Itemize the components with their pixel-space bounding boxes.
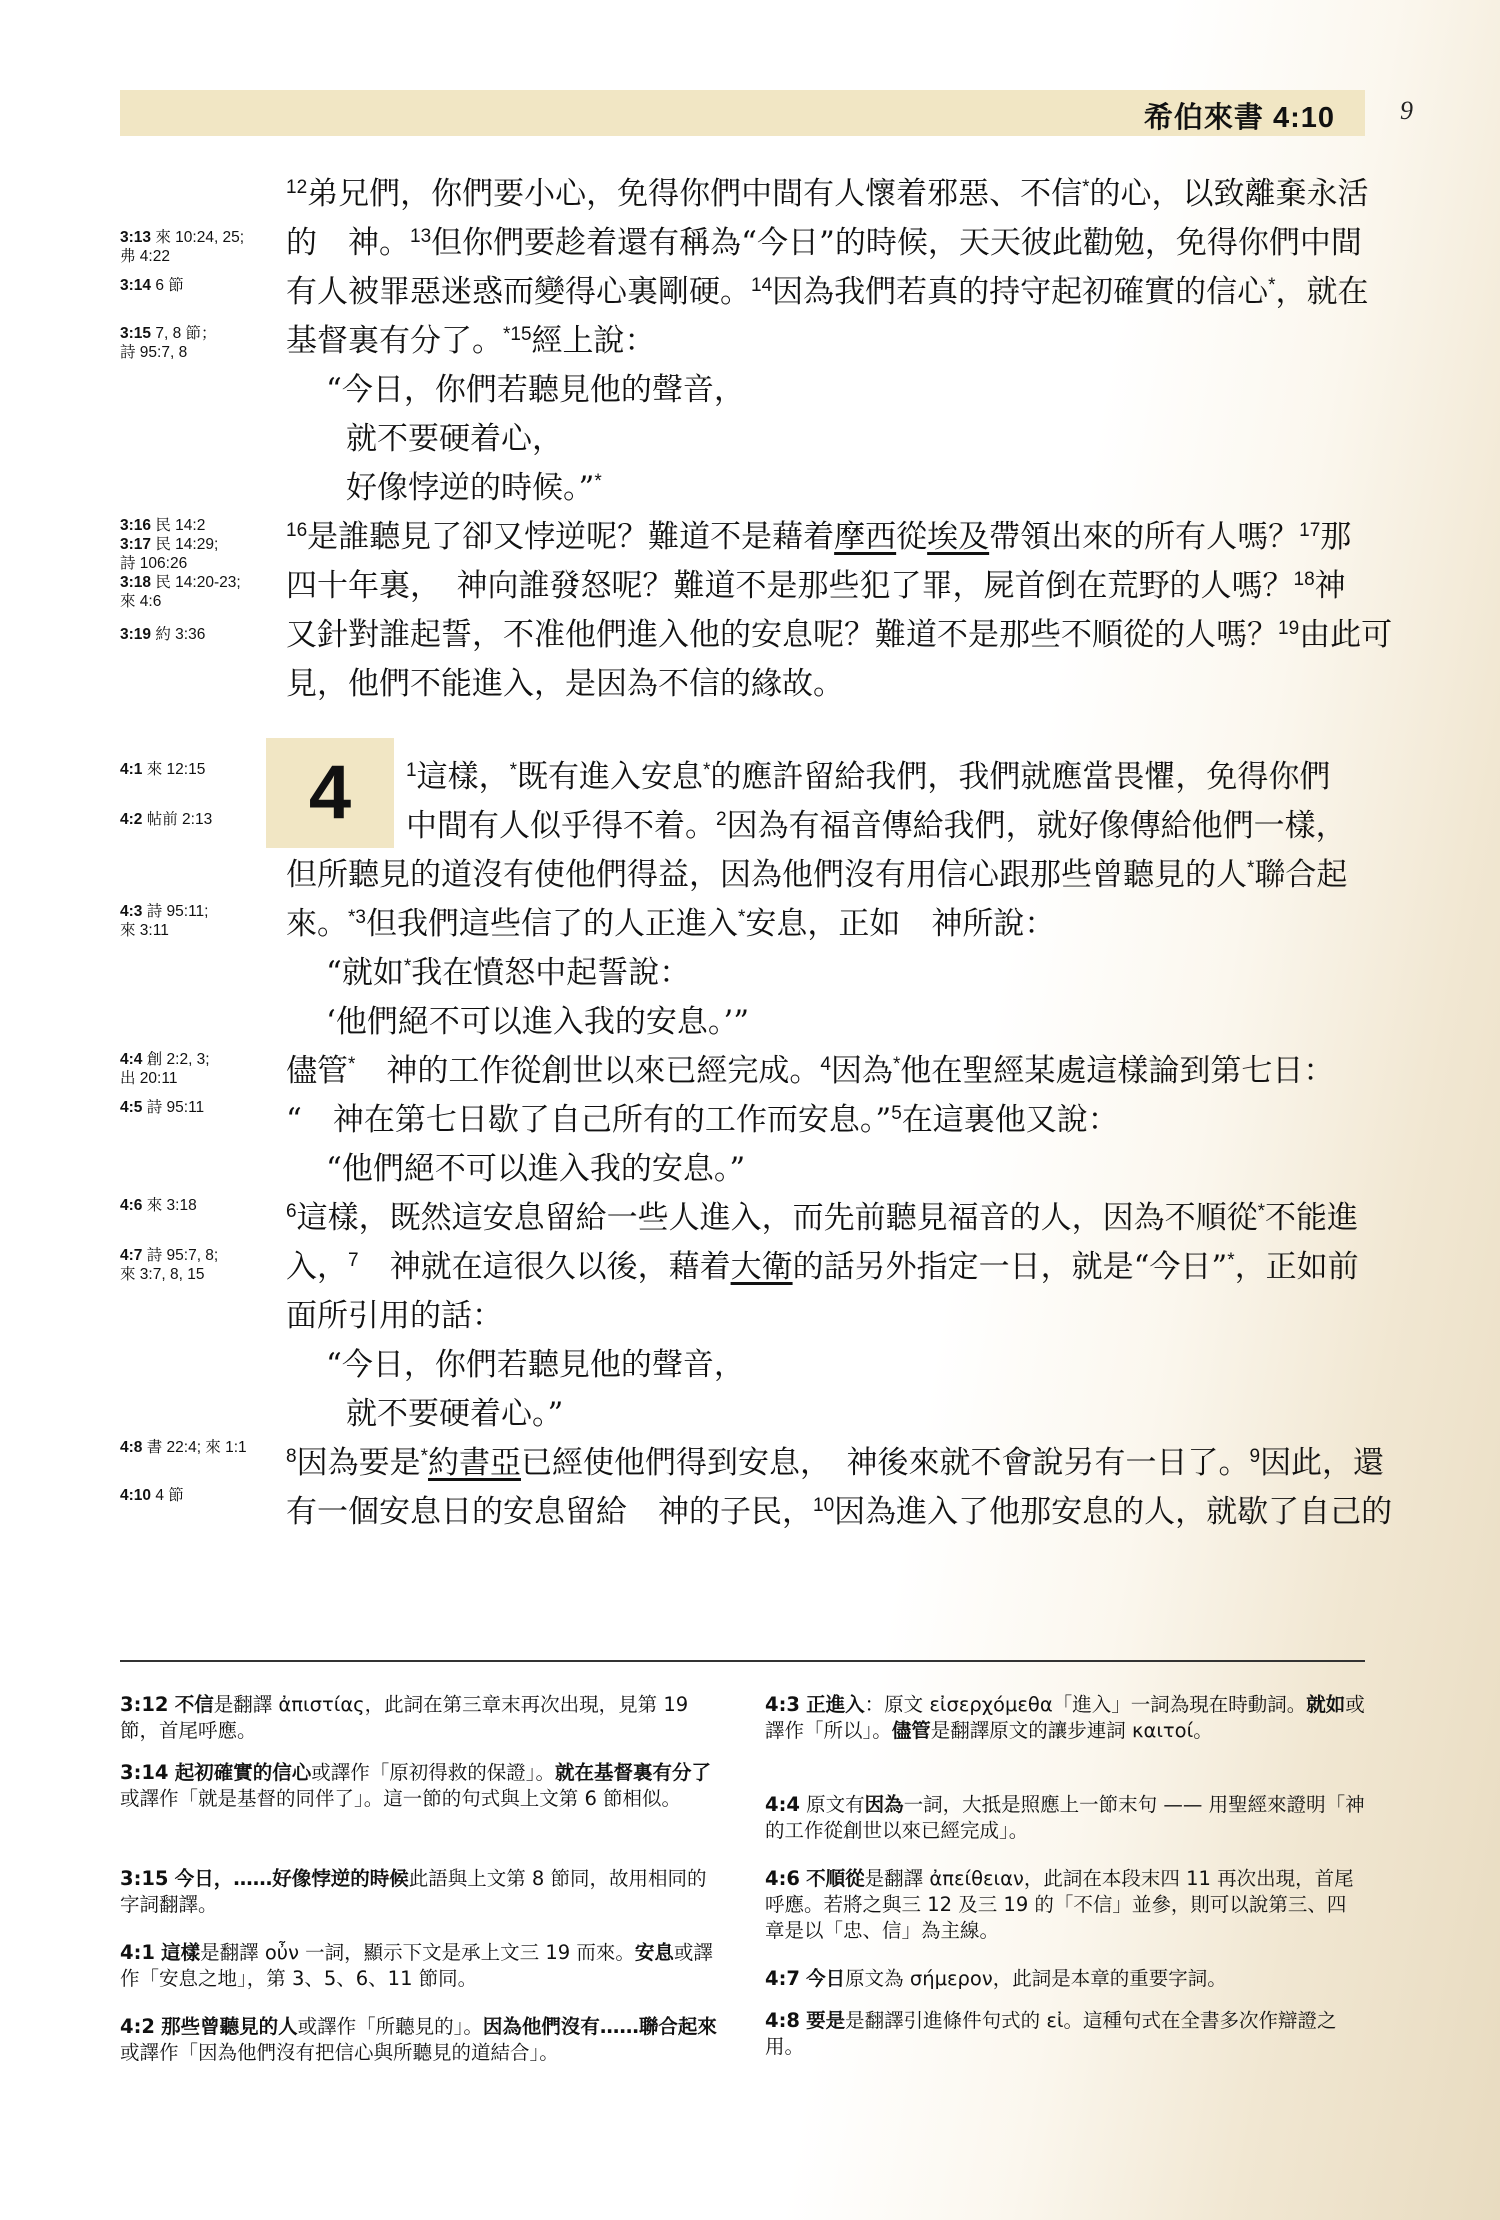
body-line: $^1$這樣，*既有進入安息*的應許留給我們，我們就應當畏懼，免得你們	[406, 759, 1331, 795]
proper-name: 埃及	[927, 519, 990, 555]
proper-name: 摩西	[834, 519, 897, 555]
cross-reference: 3:18 民 14:20-23; 來 4:6	[120, 574, 241, 610]
cross-reference: 4:2 帖前 2:13	[120, 811, 213, 828]
chapter-number-box	[266, 738, 394, 848]
chapter-number: 4	[308, 750, 352, 835]
footnote-divider	[120, 1660, 1365, 1662]
proper-name: 大衛	[730, 1249, 793, 1285]
poetry-line: ‘他們絕不可以進入我的安息。’”	[326, 1004, 750, 1040]
body-line: 入，$^7$ 神就在這很久以後，藉着大衛的話另外指定一日，就是“今日”*，正如前	[286, 1249, 1359, 1285]
poetry-line: “他們絕不可以進入我的安息。”	[326, 1151, 746, 1187]
cross-reference: 4:10 4 節	[120, 1487, 184, 1504]
body-line: 面所引用的話：	[286, 1298, 503, 1334]
footnote: 4:7 今日原文為 σήμερον，此詞是本章的重要字詞。	[765, 1967, 1227, 1990]
footnote: 4:6 不順從是翻譯 ἀπείθειαν，此詞在本段末四 11 再次出現，首尾呼應。若將之與三 12 及三 19 的「不信」並參，則可以說第三、四章是以「忠、信」為主線。	[765, 1867, 1354, 1942]
cross-reference: 3:17 民 14:29; 詩 106:26	[120, 536, 219, 572]
footnote: 4:8 要是是翻譯引進條件句式的 εἰ。這種句式在全書多次作辯證之用。	[765, 2009, 1337, 2058]
body-line: 基督裏有分了。$^{*15}$經上說：	[286, 323, 656, 359]
cross-reference: 4:6 來 3:18	[120, 1197, 197, 1214]
cross-reference: 4:1 來 12:15	[120, 761, 206, 778]
proper-name: 約書亞	[427, 1445, 521, 1481]
cross-reference: 4:5 詩 95:11	[120, 1099, 205, 1116]
cross-reference: 3:13 來 10:24, 25; 弗 4:22	[120, 229, 245, 265]
cross-reference: 3:15 7, 8 節； 詩 95:7, 8	[120, 325, 217, 361]
footnote: 4:4 原文有因為一詞，大抵是照應上一節末句 —— 用聖經來證明「神的工作從創世以來已經完成」。	[765, 1793, 1365, 1842]
body-line: “ 神在第七日歇了自己所有的工作而安息。”$^5$在這裏他又說：	[286, 1102, 1119, 1138]
footnote: 4:3 正進入：原文 εἰσερχόμεθα「進入」一詞為現在時動詞。就如或譯作「所以」。儘管是翻譯原文的讓步連詞 καιτοί。	[765, 1693, 1365, 1742]
poetry-line: 好像悖逆的時候。”*	[346, 470, 602, 506]
running-header-bar	[120, 90, 1365, 136]
cross-reference: 4:3 詩 95:11; 來 3:11	[120, 903, 209, 939]
page-number: 9	[1400, 96, 1413, 125]
footnote: 3:14 起初確實的信心或譯作「原初得救的保證」。就在基督裏有分了或譯作「就是基督的同伴了」。這一節的句式與上文第 6 節相似。	[120, 1761, 712, 1810]
footnote: 3:12 不信是翻譯 ἀπιστίας，此詞在第三章末再次出現，見第 19 節，首尾呼應。	[120, 1693, 689, 1742]
poetry-line: “就如*我在憤怒中起誓說：	[326, 955, 691, 991]
cross-reference: 4:7 詩 95:7, 8; 來 3:7, 8, 15	[120, 1247, 219, 1283]
cross-reference: 4:8 書 22:4; 來 1:1	[120, 1439, 247, 1456]
footnote: 3:15 今日，……好像悖逆的時候此語與上文第 8 節同，故用相同的字詞翻譯。	[120, 1867, 707, 1916]
body-line: 的 神。$^{13}$但你們要趁着還有稱為“今日”的時候，天天彼此勸勉，免得你們中間	[286, 225, 1362, 261]
poetry-line: 就不要硬着心。”	[346, 1396, 564, 1432]
body-line: $^{16}$是誰聽見了卻又悖逆呢？難道不是藉着摩西從埃及帶領出來的所有人嗎？$^{17}$那	[286, 519, 1352, 555]
footnote: 4:1 這樣是翻譯 οὖν 一詞，顯示下文是承上文三 19 而來。安息或譯作「安息之地」，第 3、5、6、11 節同。	[120, 1941, 713, 1990]
poetry-line: “今日，你們若聽見他的聲音，	[326, 372, 745, 408]
body-line: $^{12}$弟兄們，你們要小心，免得你們中間有人懷着邪惡、不信*的心，以致離棄永活	[286, 176, 1369, 212]
body-line: 但所聽見的道沒有使他們得益，因為他們沒有用信心跟那些曾聽見的人*聯合起	[286, 857, 1348, 893]
footnote: 4:2 那些曾聽見的人或譯作「所聽見的」。因為他們沒有……聯合起來或譯作「因為他們沒有把信心與所聽見的道結合」。	[120, 2015, 717, 2064]
cross-reference: 3:19 約 3:36	[120, 626, 206, 643]
body-line: 又針對誰起誓，不准他們進入他的安息呢？難道不是那些不順從的人嗎？$^{19}$由此可	[286, 617, 1393, 653]
body-line: 四十年裏， 神向誰發怒呢？難道不是那些犯了罪，屍首倒在荒野的人嗎？$^{18}$神	[286, 568, 1346, 604]
body-line: $^6$這樣，既然這安息留給一些人進入，而先前聽見福音的人，因為不順從*不能進	[286, 1200, 1358, 1236]
body-line: 有一個安息日的安息留給 神的子民，$^{10}$因為進入了他那安息的人，就歇了自己的	[286, 1494, 1393, 1530]
body-line: 中間有人似乎得不着。$^2$因為有福音傳給我們，就好像傳給他們一樣，	[406, 808, 1347, 844]
cross-reference: 4:4 創 2:2, 3; 出 20:11	[120, 1051, 210, 1087]
poetry-line: “今日，你們若聽見他的聲音，	[326, 1347, 745, 1383]
body-line: 儘管* 神的工作從創世以來已經完成。$^4$因為*他在聖經某處這樣論到第七日：	[286, 1053, 1335, 1089]
body-line: 見，他們不能進入，是因為不信的緣故。	[286, 666, 844, 702]
cross-reference: 3:16 民 14:2	[120, 517, 206, 534]
poetry-line: 就不要硬着心，	[346, 421, 563, 457]
body-line: $^8$因為要是*約書亞已經使他們得到安息， 神後來就不會說另有一日了。$^9$因此，還	[286, 1445, 1385, 1481]
body-line: 有人被罪惡迷惑而變得心裏剛硬。$^{14}$因為我們若真的持守起初確實的信心*，就在	[286, 274, 1369, 310]
body-line: 來。$^{*3}$但我們這些信了的人正進入*安息，正如 神所說：	[286, 906, 1056, 942]
cross-reference: 3:14 6 節	[120, 277, 184, 294]
running-header-title: 希伯來書 4:10	[1143, 102, 1335, 134]
